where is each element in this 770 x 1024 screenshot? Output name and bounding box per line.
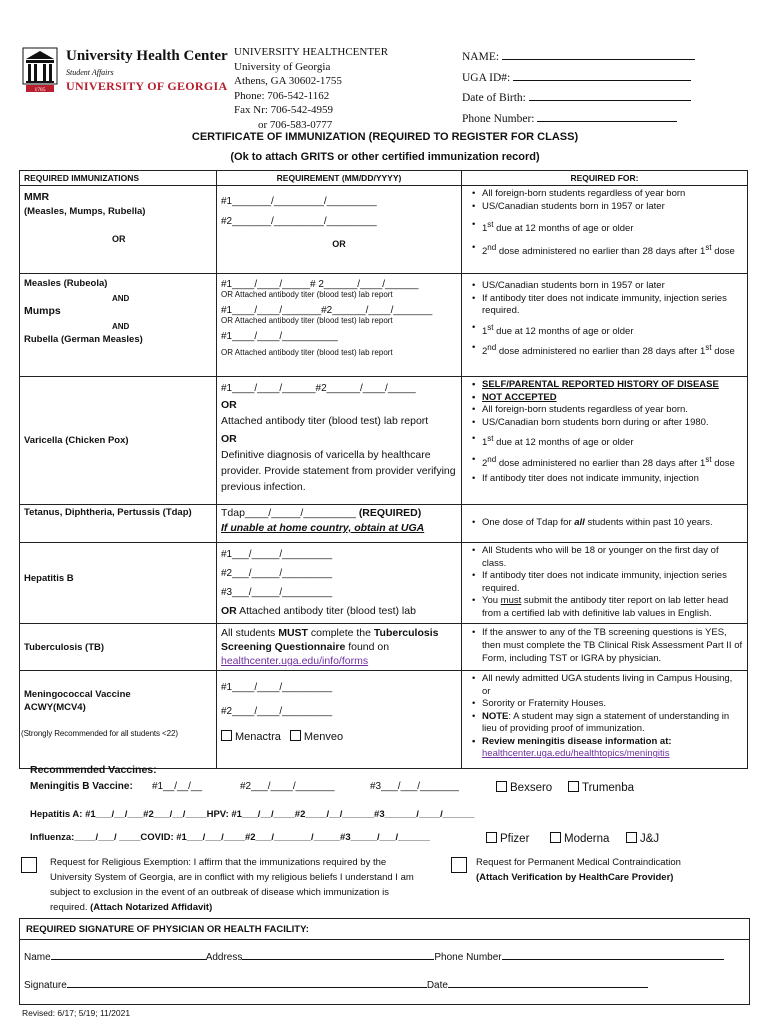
measles-label: Measles (Rubeola) [24, 278, 108, 289]
tdap-dose-line[interactable]: Tdap____/_____/_________ [221, 507, 356, 519]
list-item: • All newly admitted UGA students living in Campus Housing, or [482, 673, 743, 698]
bexsero-label: Bexsero [510, 782, 553, 794]
trumenba-label: Trumenba [582, 782, 634, 794]
table-row [20, 274, 748, 377]
signature-title: REQUIRED SIGNATURE OF PHYSICIAN OR HEALTH FACILITY: [26, 924, 309, 935]
mening-sub-label: ACWY(MCV4) [24, 702, 86, 713]
measles-dose-line[interactable]: #1____/____/_____# 2______/____/______ [221, 279, 419, 290]
uga-arch-logo [22, 47, 58, 93]
mmr-dose1[interactable]: #1_______/_________/_________ [221, 196, 377, 207]
name-field[interactable] [502, 48, 695, 60]
tdap-required: (REQUIRED) [358, 507, 422, 519]
jj-label: J&J [640, 833, 660, 845]
org-name: University Health Center [66, 48, 228, 64]
menb-label: Meningitis B Vaccine: [30, 781, 133, 792]
list-item: • Sorority or Fraternity Houses. [482, 698, 743, 711]
uga-id-field[interactable] [513, 69, 691, 81]
or-label: OR [221, 433, 237, 445]
mening-recommended: (Strongly Recommended for all students <22) [21, 729, 178, 738]
menveo-label: Menveo [303, 731, 344, 743]
mening-dose1[interactable]: #1____/____/_________ [221, 682, 333, 693]
signature-box [19, 918, 750, 1005]
address-line: UNIVERSITY HEALTHCENTER [234, 46, 389, 58]
mmr-label: MMR [24, 191, 50, 203]
menactra-checkbox[interactable] [221, 730, 232, 741]
menveo-checkbox[interactable] [290, 730, 301, 741]
address-line: Fax Nr: 706-542-4959 [234, 104, 333, 116]
titer-note: OR Attached antibody titer (blood test) lab report [221, 316, 393, 325]
sig-address-label: Address [205, 952, 243, 963]
list-item: • SELF/PARENTAL REPORTED HISTORY OF DISEASE [482, 379, 743, 392]
religious-exemption-text: Request for Religious Exemption: I affirm that the immunizations required by the University System of Georgia, are in conflict with my religious beliefs I understand I am subject to exclusion in the event of an outbreak of disease which immunization is required. (Attach Notarized Affidavit) [50, 857, 414, 913]
menb-dose3[interactable]: #3___/___/_______ [370, 781, 459, 792]
medical-exemption-checkbox[interactable] [451, 857, 467, 873]
table-row [20, 186, 748, 274]
logo-year: 1785 [34, 87, 46, 93]
mmr-sub: (Measles, Mumps, Rubella) [24, 206, 146, 217]
certificate-title: CERTIFICATE OF IMMUNIZATION (REQUIRED TO REGISTER FOR CLASS) [191, 131, 579, 143]
signature-date-row [24, 980, 648, 991]
sig-address-field[interactable] [242, 959, 434, 960]
moderna-label: Moderna [564, 833, 610, 845]
list-item: • If the answer to any of the TB screening questions is YES, then must complete the TB Clinical Risk Assessment Part II of Form, including TST or IGRA by physician. [482, 626, 743, 665]
menb-row [30, 781, 740, 792]
or-label: OR [221, 399, 237, 411]
address-line: Athens, GA 30602-1755 [234, 75, 342, 87]
meningitis-link[interactable]: healthcenter.uga.edu/healthtopics/meningitis [482, 748, 670, 759]
sig-signature-field[interactable] [67, 987, 427, 988]
bexsero-checkbox[interactable] [496, 781, 507, 792]
mmr-or-2: OR [332, 239, 346, 249]
tb-label: Tuberculosis (TB) [24, 641, 105, 653]
dob-field[interactable] [529, 89, 691, 101]
recommended-title: Recommended Vaccines: [30, 764, 157, 776]
mumps-dose-line[interactable]: #1____/____/_______#2______/____/_______ [221, 305, 433, 316]
rubella-label: Rubella (German Measles) [24, 334, 143, 345]
list-item: • Review meningitis disease information at: [482, 736, 743, 749]
mumps-label: Mumps [24, 305, 61, 317]
list-item: • One dose of Tdap for all students within past 10 years. [482, 517, 743, 530]
list-item: • All foreign-born students regardless of year born. [482, 404, 743, 417]
list-item: • If antibody titer does not indicate immunity, injection [482, 473, 743, 486]
and-label: AND [112, 294, 130, 303]
and-label: AND [112, 322, 130, 331]
list-item: • 1st due at 12 months of age or older [482, 433, 743, 450]
list-item: • NOTE: A student may sign a statement of understanding in lieu of providing proof of immunization. [482, 711, 743, 736]
header-required-for: REQUIRED FOR: [462, 171, 748, 186]
address-line: University of Georgia [234, 60, 331, 73]
medical-exemption-text: Request for Permanent Medical Contraindication (Attach Verification by HealthCare Provider) [476, 857, 681, 883]
immunization-table [19, 170, 748, 769]
varicella-dose-line[interactable]: #1____/____/______#2______/____/_____ [221, 383, 416, 394]
pfizer-checkbox[interactable] [486, 832, 497, 843]
list-item: • 2nd dose administered no earlier than 28 days after 1st dose [482, 342, 743, 359]
header-immunizations: REQUIRED IMMUNIZATIONS [20, 171, 217, 186]
table-row [20, 377, 748, 505]
sig-date-label: Date [426, 980, 448, 991]
list-item: • 2nd dose administered no earlier than 28 days after 1st dose [482, 454, 743, 471]
list-item: • NOT ACCEPTED [482, 392, 743, 405]
org-sub: Student Affairs [66, 68, 114, 77]
titer-note: OR Attached antibody titer (blood test) lab report [221, 290, 393, 299]
list-item: • If antibody titer does not indicate immunity, injection series required. [482, 293, 743, 318]
sig-signature-label: Signature [24, 980, 67, 991]
table-row [20, 543, 748, 624]
address-line: Phone: 706-542-1162 [234, 89, 330, 102]
university-name: UNIVERSITY OF GEORGIA [66, 79, 228, 93]
tb-forms-link[interactable]: healthcenter.uga.edu/info/forms [221, 655, 369, 667]
list-item: • US/Canadian students born in 1957 or later [482, 280, 743, 293]
phone-field[interactable] [537, 110, 677, 122]
hepb-label: Hepatitis B [24, 572, 74, 584]
mmr-dose2[interactable]: #2_______/_________/_________ [221, 216, 377, 227]
name-address-phone-row [24, 952, 724, 963]
pfizer-label: Pfizer [500, 833, 530, 845]
list-item: • If antibody titer does not indicate immunity, injection series required. [482, 570, 743, 595]
sig-name-label: Name [24, 952, 51, 963]
dob-label: Date of Birth: [462, 92, 526, 104]
list-item: • All foreign-born students regardless of year born [482, 188, 743, 201]
certificate-subtitle: (Ok to attach GRITS or other certified immunization record) [230, 151, 540, 163]
titer-note: OR Attached antibody titer (blood test) lab report [221, 348, 393, 357]
table-row: Tuberculosis (TB) All students MUST complete the Tuberculosis Screening Questionnaire found on healthcenter.uga.edu/info/forms • If the answer to any of the TB screening questions is YES, then must complete the TB Clinical Risk Assessment Part II of Form, including TST or IGRA by physician. [20, 624, 748, 671]
trumenba-checkbox[interactable] [568, 781, 579, 792]
list-item: • 1st due at 12 months of age or older [482, 322, 743, 339]
or-label: OR [221, 605, 237, 617]
tdap-note: If unable at home country, obtain at UGA [221, 522, 425, 534]
revision-note: Revised: 6/17; 5/19; 11/2021 [22, 1008, 131, 1018]
sig-date-field[interactable] [448, 987, 648, 988]
diagnosis-note: Definitive diagnosis of varicella by healthcare provider. Provide statement from provider verifying previous infection. [221, 449, 456, 493]
name-label: NAME: [462, 51, 500, 63]
religious-exemption-checkbox[interactable] [21, 857, 37, 873]
hepb-dose3[interactable]: #3___/_____/_________ [221, 587, 333, 598]
list-item: • 1st due at 12 months of age or older [482, 219, 743, 236]
sig-phone-label: Phone Number [434, 952, 502, 963]
menb-dose2[interactable]: #2___/____/_______ [240, 781, 335, 792]
flu-covid-line[interactable]: Influenza:____/___/ ____COVID: #1___/___/____#2___/_______/_____#3_____/___/______ [30, 832, 430, 843]
address-line: or 706-583-0777 [258, 118, 333, 131]
list-item: • You must submit the antibody titer report on lab letter head from a certified lab with definitive lab values in English. [482, 595, 743, 620]
student-id-fields [462, 47, 695, 129]
phone-label: Phone Number: [462, 112, 535, 125]
list-item: • 2nd dose administered no earlier than 28 days after 1st dose [482, 242, 743, 259]
table-header-row [20, 171, 748, 186]
mening-dose2[interactable]: #2____/____/_________ [221, 706, 333, 717]
mening-label: Meningococcal Vaccine [24, 689, 131, 700]
rubella-dose-line[interactable]: #1____/____/__________ [221, 331, 338, 342]
address-block [234, 45, 388, 132]
varicella-label: Varicella (Chicken Pox) [24, 435, 129, 446]
menactra-label: Menactra [235, 731, 281, 743]
jj-checkbox[interactable] [626, 832, 637, 843]
tdap-label: Tetanus, Diphtheria, Pertussis (Tdap) [24, 507, 192, 518]
titer-note: Attached antibody titer (blood test) lab [239, 605, 416, 617]
list-item: • US/Canadian students born in 1957 or later [482, 201, 743, 214]
list-item: • All Students who will be 18 or younger on the first day of class. [482, 545, 743, 570]
mmr-or: OR [112, 234, 126, 244]
list-item: • US/Canadian born students born during or after 1980. [482, 417, 743, 430]
titer-note: Attached antibody titer (blood test) lab report [221, 415, 429, 427]
hepb-dose2[interactable]: #2___/_____/_________ [221, 568, 333, 579]
sig-name-field[interactable] [51, 959, 206, 960]
moderna-checkbox[interactable] [550, 832, 561, 843]
header-requirement: REQUIREMENT (MM/DD/YYYY) [217, 171, 462, 186]
uga-id-label: UGA ID#: [462, 71, 511, 84]
table-row [20, 671, 748, 769]
hepb-dose1[interactable]: #1___/_____/_________ [221, 549, 333, 560]
sig-phone-field[interactable] [502, 959, 724, 960]
table-row [20, 505, 748, 543]
flu-covid-row [30, 832, 740, 843]
hepa-hpv-row[interactable]: Hepatitis A: #1___/__/___#2___/__/____HPV: #1___/__/____#2____/__/______#3______/____/______ [30, 809, 475, 820]
menb-dose1[interactable]: #1__/__/__ [152, 781, 203, 792]
